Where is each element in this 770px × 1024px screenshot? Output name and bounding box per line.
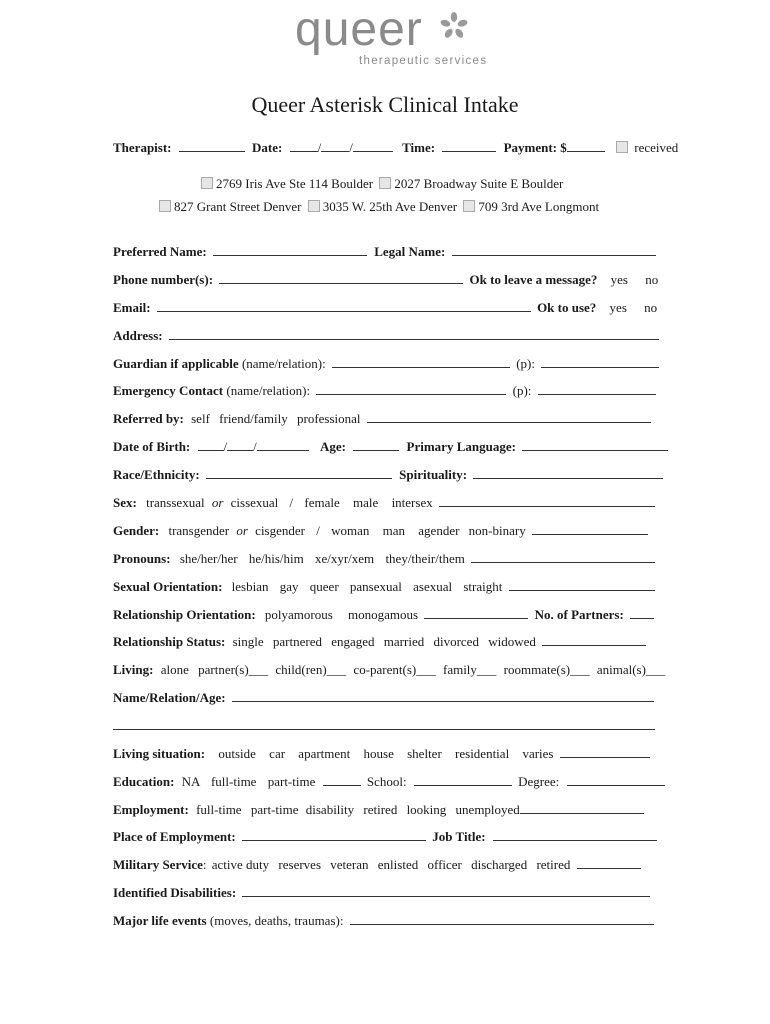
degree-label: Degree: (518, 774, 560, 789)
email-row (113, 300, 657, 316)
dob-day-field[interactable] (227, 439, 253, 451)
living-situation-field[interactable] (560, 746, 650, 758)
legal-name-label: Legal Name: (374, 244, 446, 259)
place-employment-label: Place of Employment: (113, 829, 236, 844)
orientation-row (113, 579, 655, 595)
locations-row-1 (198, 176, 563, 192)
no-option[interactable]: no (645, 272, 659, 287)
or-text: or (236, 523, 248, 538)
location-checkbox[interactable] (463, 200, 475, 212)
date-label: Date: (252, 140, 283, 155)
guardian-phone-field[interactable] (541, 356, 659, 368)
received-checkbox[interactable] (616, 141, 628, 153)
sex-option[interactable]: female (304, 495, 340, 510)
emergency-name-field[interactable] (316, 383, 506, 395)
orientation-option[interactable]: lesbian (231, 579, 269, 594)
orientation-label: Sexual Orientation: (113, 579, 223, 594)
sex-option[interactable]: male (353, 495, 379, 510)
orientation-other-field[interactable] (509, 579, 655, 591)
orientation-option[interactable]: asexual (413, 579, 453, 594)
education-other-field[interactable] (323, 774, 361, 786)
living-situation-option[interactable]: apartment (298, 746, 351, 761)
sex-row (113, 495, 655, 511)
orientation-option[interactable]: straight (463, 579, 503, 594)
referred-label: Referred by: (113, 411, 184, 426)
rel-orientation-row (113, 607, 654, 623)
primary-language-field[interactable] (522, 439, 668, 451)
rel-status-option[interactable]: married (383, 634, 425, 649)
therapist-field[interactable] (179, 140, 245, 152)
ok-use-label: Ok to use? (537, 300, 597, 315)
name-rel-age-field-2[interactable] (113, 718, 655, 730)
military-option[interactable]: enlisted (377, 857, 419, 872)
phone-p-label: (p): (512, 383, 532, 398)
date-day-field[interactable] (321, 140, 349, 152)
living-label: Living: (113, 662, 154, 677)
location-label: 827 Grant Street Denver (174, 199, 302, 214)
living-option[interactable]: co-parent(s)___ (353, 662, 436, 677)
orientation-option[interactable]: queer (309, 579, 339, 594)
emergency-row (113, 383, 656, 399)
address-row (113, 328, 659, 344)
life-events-label: Major life events (113, 913, 207, 928)
disabilities-row (113, 885, 650, 901)
partners-label: No. of Partners: (534, 607, 624, 622)
age-label: Age: (320, 439, 347, 454)
asterisk-icon (438, 10, 470, 42)
gender-option[interactable]: woman (331, 523, 370, 538)
living-option[interactable]: partner(s)___ (198, 662, 269, 677)
phone-field[interactable] (219, 272, 463, 284)
locations-row-2 (156, 199, 599, 215)
employment-option[interactable]: looking (406, 802, 447, 817)
email-label: Email: (113, 300, 151, 315)
logo (295, 3, 488, 73)
logo-tagline: therapeutic services (359, 55, 488, 67)
received-label: received (634, 140, 679, 155)
spirituality-label: Spirituality: (399, 467, 468, 482)
military-option[interactable]: officer (427, 857, 462, 872)
header-row: Therapist: Date: / / Time: Payment: $ received (113, 140, 679, 155)
pronoun-option[interactable]: xe/xyr/xem (314, 551, 375, 566)
rel-status-option[interactable]: engaged (331, 634, 375, 649)
orientation-option[interactable]: gay (279, 579, 299, 594)
employment-label: Employment: (113, 802, 189, 817)
primary-language-label: Primary Language: (406, 439, 516, 454)
legal-name-field[interactable] (452, 244, 656, 256)
phone-p-label: (p): (516, 356, 535, 371)
preferred-name-field[interactable] (213, 244, 367, 256)
education-option[interactable]: full-time (210, 774, 257, 789)
pronoun-option[interactable]: she/her/her (179, 551, 238, 566)
location-checkbox[interactable] (201, 177, 213, 189)
job-title-label: Job Title: (432, 829, 486, 844)
education-row (113, 774, 665, 790)
employment-option[interactable]: retired (363, 802, 398, 817)
living-option[interactable]: animal(s)___ (596, 662, 666, 677)
time-label: Time: (402, 140, 436, 155)
education-option[interactable]: part-time (267, 774, 316, 789)
location-checkbox[interactable] (308, 200, 320, 212)
rel-orientation-option[interactable]: monogamous (348, 607, 419, 622)
pronoun-other-field[interactable] (471, 551, 655, 563)
military-option[interactable]: active duty (211, 857, 270, 872)
referred-option[interactable]: professional (297, 411, 361, 426)
living-situation-option[interactable]: house (363, 746, 394, 761)
rel-status-option[interactable]: single (232, 634, 264, 649)
or-text: or (211, 495, 224, 510)
name-rel-age-row-2 (113, 718, 655, 734)
employment-row (113, 802, 644, 818)
age-field[interactable] (353, 439, 399, 451)
military-label: Military Service (113, 857, 203, 872)
employment-option[interactable]: full-time (196, 802, 242, 817)
rel-status-row (113, 634, 646, 650)
life-events-row (113, 913, 654, 929)
gender-row (113, 523, 648, 539)
dob-row: Date of Birth: / / Age: Primary Language: (113, 439, 668, 455)
date-month-field[interactable] (290, 140, 318, 152)
emergency-phone-field[interactable] (538, 383, 656, 395)
name-rel-age-label: Name/Relation/Age: (113, 690, 226, 705)
living-situation-option[interactable]: residential (455, 746, 510, 761)
location-checkbox[interactable] (379, 177, 391, 189)
living-option[interactable]: alone (160, 662, 189, 677)
dob-month-field[interactable] (198, 439, 224, 451)
date-year-field[interactable] (353, 140, 393, 152)
disabilities-label: Identified Disabilities: (113, 885, 237, 900)
race-field[interactable] (206, 467, 392, 479)
referred-row (113, 411, 651, 427)
guardian-name-field[interactable] (332, 356, 510, 368)
payment-field[interactable] (567, 140, 605, 152)
rel-status-label: Relationship Status: (113, 634, 226, 649)
slash-text: / (316, 523, 320, 538)
military-option[interactable]: reserves (278, 857, 322, 872)
place-employment-row (113, 829, 657, 845)
dob-year-field[interactable] (257, 439, 309, 451)
address-label: Address: (113, 328, 163, 343)
rel-status-option[interactable]: divorced (433, 634, 479, 649)
living-row (113, 662, 665, 678)
sex-option[interactable]: intersex (391, 495, 433, 510)
orientation-option[interactable]: pansexual (349, 579, 402, 594)
disabilities-field[interactable] (242, 885, 650, 897)
living-situation-option[interactable]: car (269, 746, 286, 761)
referred-option[interactable]: friend/family (219, 411, 288, 426)
sex-other-field[interactable] (439, 495, 655, 507)
payment-label: Payment: $ (503, 140, 567, 155)
military-option[interactable]: discharged (471, 857, 528, 872)
name-row (113, 244, 656, 260)
name-rel-age-row (113, 690, 654, 706)
race-row (113, 467, 663, 483)
gender-label: Gender: (113, 523, 160, 538)
spirituality-field[interactable] (473, 467, 663, 479)
education-option[interactable]: NA (181, 774, 200, 789)
phone-row (113, 272, 658, 288)
pronoun-option[interactable]: he/his/him (248, 551, 304, 566)
rel-status-option[interactable]: partnered (272, 634, 322, 649)
rel-status-field[interactable] (542, 634, 646, 646)
gender-option[interactable]: transgender (168, 523, 230, 538)
phone-label: Phone number(s): (113, 272, 214, 287)
location-label: 2769 Iris Ave Ste 114 Boulder (216, 176, 374, 191)
page-title: Queer Asterisk Clinical Intake (251, 92, 519, 117)
degree-field[interactable] (567, 774, 665, 786)
name-relation-label: (name/relation): (226, 383, 311, 398)
preferred-name-label: Preferred Name: (113, 244, 207, 259)
education-label: Education: (113, 774, 175, 789)
referred-field[interactable] (367, 411, 651, 423)
employment-option[interactable]: disability (305, 802, 355, 817)
employment-field[interactable] (520, 802, 644, 814)
gender-option[interactable]: cisgender (255, 523, 305, 538)
military-field[interactable] (577, 857, 641, 869)
living-situation-option[interactable]: shelter (407, 746, 442, 761)
living-situation-option[interactable]: varies (522, 746, 554, 761)
rel-status-option[interactable]: widowed (488, 634, 536, 649)
life-events-field[interactable] (350, 913, 654, 925)
living-situation-row (113, 746, 650, 762)
guardian-row (113, 356, 659, 372)
rel-orientation-label: Relationship Orientation: (113, 607, 256, 622)
sex-option[interactable]: transsexual (146, 495, 205, 510)
time-field[interactable] (442, 140, 496, 152)
job-title-field[interactable] (493, 829, 657, 841)
emergency-label: Emergency Contact (113, 383, 224, 398)
school-field[interactable] (414, 774, 512, 786)
sex-label: Sex: (113, 495, 137, 510)
place-employment-field[interactable] (242, 829, 426, 841)
guardian-label: Guardian if applicable (113, 356, 239, 371)
email-field[interactable] (157, 300, 531, 312)
yes-option[interactable]: yes (609, 300, 627, 315)
military-option[interactable]: retired (536, 857, 571, 872)
military-option[interactable]: veteran (330, 857, 369, 872)
location-label: 2027 Broadway Suite E Boulder (394, 176, 564, 191)
employment-option[interactable]: part-time (250, 802, 299, 817)
sex-option[interactable]: cissexual (230, 495, 279, 510)
location-label: 709 3rd Ave Longmont (478, 199, 600, 214)
living-option[interactable]: family___ (442, 662, 497, 677)
location-checkbox[interactable] (159, 200, 171, 212)
ok-message-label: Ok to leave a message? (469, 272, 598, 287)
name-rel-age-field[interactable] (232, 690, 654, 702)
gender-other-field[interactable] (532, 523, 648, 535)
rel-orientation-option[interactable]: polyamorous (264, 607, 333, 622)
life-events-note: (moves, deaths, traumas): (209, 913, 344, 928)
gender-option[interactable]: non-binary (468, 523, 526, 538)
rel-orientation-field[interactable] (424, 607, 528, 619)
school-label: School: (366, 774, 407, 789)
address-field[interactable] (169, 328, 659, 340)
therapist-label: Therapist: (113, 140, 172, 155)
referred-option[interactable]: self (191, 411, 210, 426)
gender-option[interactable]: agender (418, 523, 460, 538)
slash-text: / (289, 495, 294, 510)
gender-option[interactable]: man (382, 523, 406, 538)
location-label: 3035 W. 25th Ave Denver (322, 199, 458, 214)
pronouns-label: Pronouns: (113, 551, 171, 566)
living-option[interactable]: child(ren)___ (275, 662, 347, 677)
living-option[interactable]: roommate(s)___ (503, 662, 590, 677)
pronouns-row (113, 551, 655, 567)
race-label: Race/Ethnicity: (113, 467, 200, 482)
military-row: Military Service: active duty reserves veteran enlisted officer discharged retired (113, 857, 641, 873)
name-relation-label: (name/relation): (241, 356, 326, 371)
employment-option[interactable]: unemployed (455, 802, 520, 817)
dob-label: Date of Birth: (113, 439, 191, 454)
pronoun-option[interactable]: they/their/them (385, 551, 465, 566)
partners-field[interactable] (630, 607, 654, 619)
yes-option[interactable]: yes (610, 272, 628, 287)
logo-wordmark: queer (295, 3, 423, 56)
living-situation-label: Living situation: (113, 746, 206, 761)
living-situation-option[interactable]: outside (218, 746, 256, 761)
no-option[interactable]: no (644, 300, 658, 315)
